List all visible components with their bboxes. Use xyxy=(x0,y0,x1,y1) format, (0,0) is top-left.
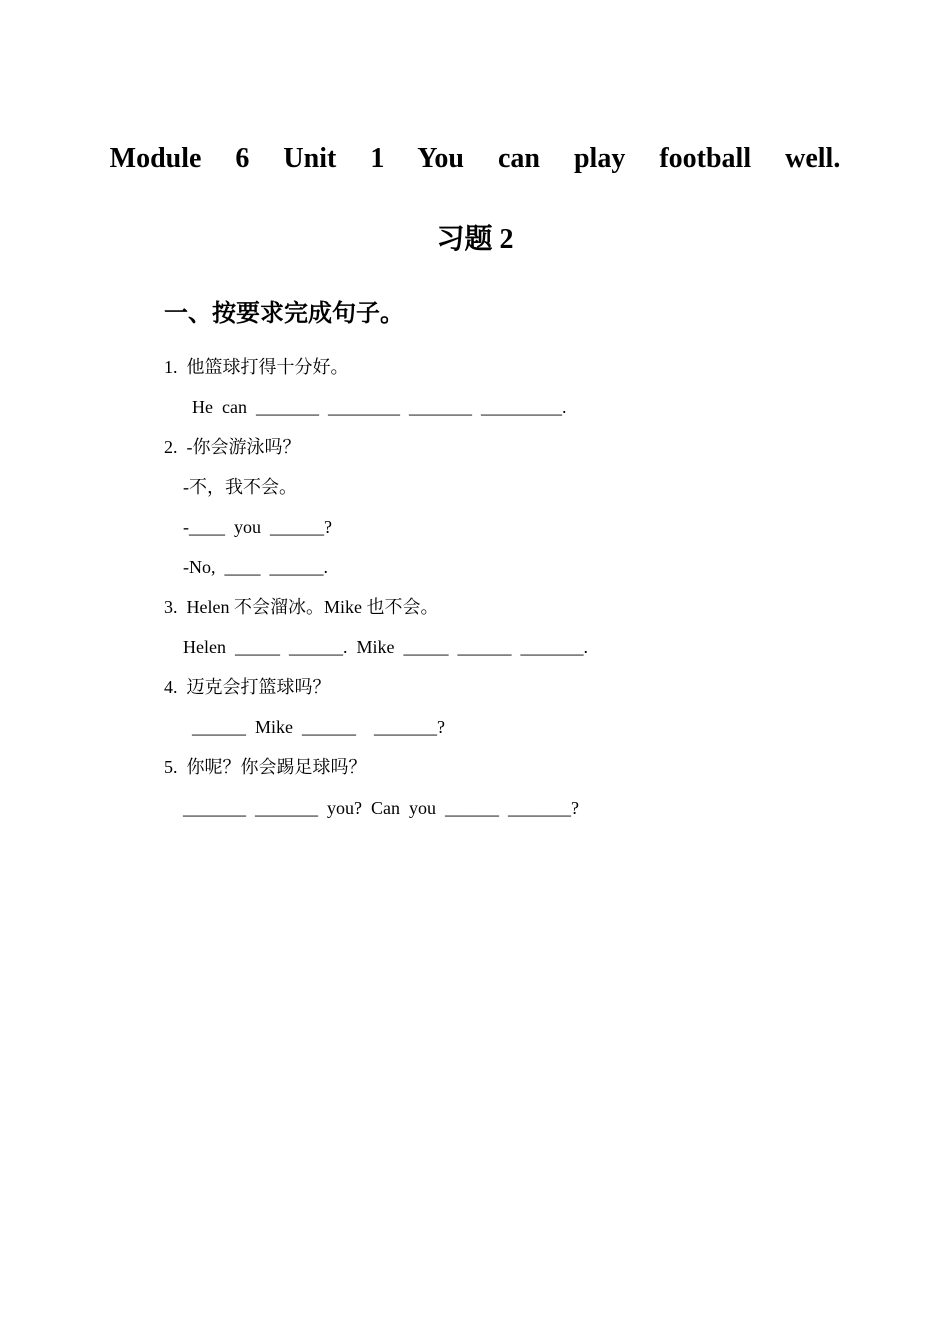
question-2-prompt: 2. -你会游泳吗？ xyxy=(164,437,301,457)
question-2-line-3: -No, ____ ______. xyxy=(183,557,328,577)
question-5-answer-line: _______ _______ you? Can you ______ _______? xyxy=(183,798,579,818)
question-2-line-1: -不，我不会。 xyxy=(183,477,297,497)
question-4-answer-line: ______ Mike ______ _______? xyxy=(192,717,445,737)
question-3-answer-line: Helen _____ ______. Mike _____ ______ _______. xyxy=(183,637,588,657)
question-5-prompt: 5. 你呢？你会踢足球吗？ xyxy=(164,757,367,777)
question-1-prompt: 1. 他篮球打得十分好。 xyxy=(164,357,349,377)
question-3-prompt: 3. Helen 不会溜冰。Mike 也不会。 xyxy=(164,597,439,617)
question-4-prompt: 4. 迈克会打篮球吗？ xyxy=(164,677,331,697)
question-1-answer-line: He can _______ ________ _______ _________. xyxy=(192,397,567,417)
question-2-line-2: -____ you ______? xyxy=(183,517,332,537)
page-title: Module 6 Unit 1 You can play football well. xyxy=(109,143,841,174)
section-heading: 一、按要求完成句子。 xyxy=(164,301,404,327)
page-subtitle: 习题 2 xyxy=(436,224,514,255)
